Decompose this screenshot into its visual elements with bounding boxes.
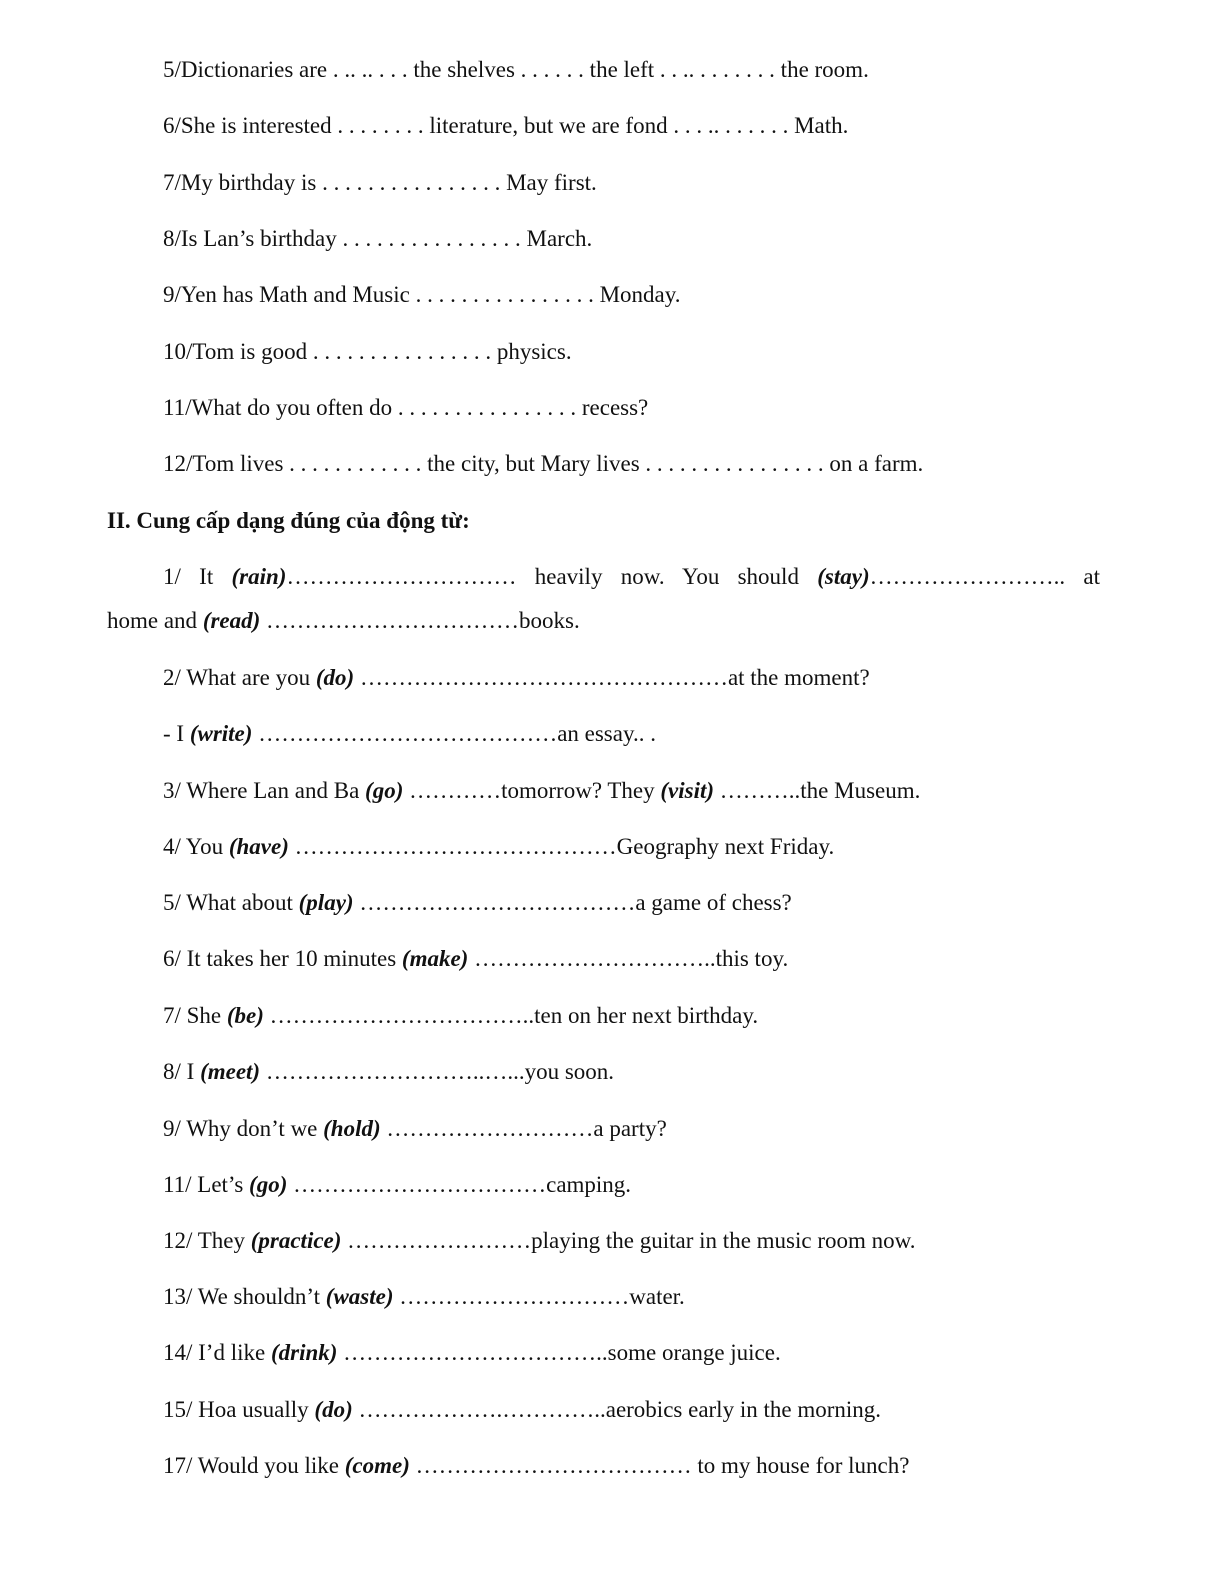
exercise-2-item xyxy=(163,1283,685,1311)
verb-prompt: (visit) xyxy=(660,778,715,803)
item-text: 4/ You xyxy=(163,834,229,859)
item-text: home and xyxy=(107,608,203,633)
item-text: ………………………a party? xyxy=(380,1116,667,1141)
exercise-2-item xyxy=(163,1115,667,1143)
item-text: ……………….…………..aerobics early in the morning. xyxy=(352,1397,882,1422)
item-text: 8/ I xyxy=(163,1059,201,1084)
exercise-2-item xyxy=(163,1002,758,1030)
item-text: 15/ Hoa usually xyxy=(163,1397,315,1422)
item-text: 14/ I’d like xyxy=(163,1340,271,1365)
item-text: My birthday is . . . . . . . . . . . . . . . . May first. xyxy=(180,170,597,195)
item-first-line xyxy=(107,563,1100,591)
item-text: …………………….. at xyxy=(869,564,1100,589)
item-text: She is interested . . . . . . . . literature, but we are fond . . . .. . . . . . . Math. xyxy=(180,113,849,138)
exercise-1-item xyxy=(163,394,648,422)
item-text: Tom lives . . . . . . . . . . . . the city, but Mary lives . . . . . . . . . . . . . . . . on a farm. xyxy=(192,451,924,476)
item-text: Yen has Math and Music . . . . . . . . . . . . . . . . Monday. xyxy=(180,282,681,307)
item-text: …………………………………an essay.. . xyxy=(252,721,656,746)
item-text: 11/ Let’s xyxy=(163,1172,250,1197)
item-text: 3/ Where Lan and Ba xyxy=(163,778,366,803)
exercise-1-item xyxy=(163,56,869,84)
exercise-2-item xyxy=(163,889,792,917)
verb-prompt: (do) xyxy=(314,1397,353,1422)
item-text: …………………………………………at the moment? xyxy=(354,665,870,690)
section-heading: II. Cung cấp dạng đúng của động từ: xyxy=(107,508,470,533)
exercise-2-item xyxy=(163,1171,631,1199)
exercise-2-item-continuation xyxy=(107,607,580,635)
item-text: Tom is good . . . . . . . . . . . . . . . . physics. xyxy=(192,339,572,364)
verb-prompt: (do) xyxy=(315,665,355,690)
item-text: ………………………………a game of chess? xyxy=(353,890,792,915)
exercise-2-item xyxy=(107,563,1100,591)
item-text: ……………………………..some orange juice. xyxy=(337,1340,781,1365)
item-text: ………..the Museum. xyxy=(714,778,921,803)
exercise-2-item xyxy=(163,945,788,973)
verb-prompt: (come) xyxy=(344,1453,410,1478)
item-text: 7/ She xyxy=(163,1003,227,1028)
verb-prompt: (play) xyxy=(298,890,354,915)
verb-prompt: (go) xyxy=(365,778,404,803)
item-text: 6/ It takes her 10 minutes xyxy=(163,946,402,971)
exercise-2-item xyxy=(163,833,834,861)
item-number: 12/ xyxy=(163,451,193,476)
verb-prompt: (make) xyxy=(401,946,469,971)
exercise-1-item xyxy=(163,450,923,478)
item-number: 10/ xyxy=(163,339,193,364)
item-text: 2/ What are you xyxy=(163,665,316,690)
verb-prompt: (rain) xyxy=(231,564,287,589)
verb-prompt: (hold) xyxy=(323,1116,381,1141)
exercise-1-item xyxy=(163,281,681,309)
verb-prompt: (have) xyxy=(228,834,289,859)
exercise-2-item xyxy=(163,1452,909,1480)
item-number: 8/ xyxy=(163,226,181,251)
verb-prompt: (meet) xyxy=(200,1059,261,1084)
item-text: ………………………..…...you soon. xyxy=(260,1059,615,1084)
verb-prompt: (read) xyxy=(202,608,261,633)
exercise-1-item xyxy=(163,112,848,140)
verb-prompt: (drink) xyxy=(270,1340,338,1365)
item-text: ………………………… heavily now. You should xyxy=(286,564,818,589)
item-text: - I xyxy=(163,721,190,746)
exercise-2-item xyxy=(163,720,656,748)
item-text: …………………………water. xyxy=(393,1284,685,1309)
item-text: 5/ What about xyxy=(163,890,299,915)
item-text: 13/ We shouldn’t xyxy=(163,1284,326,1309)
item-number: 7/ xyxy=(163,170,181,195)
exercise-2-item xyxy=(163,1396,881,1424)
verb-prompt: (practice) xyxy=(250,1228,342,1253)
item-number: 5/ xyxy=(163,57,181,82)
exercise-2-item xyxy=(163,777,920,805)
item-text: …………………………..this toy. xyxy=(468,946,789,971)
exercise-1-item xyxy=(163,225,592,253)
verb-prompt: (go) xyxy=(249,1172,288,1197)
item-text: What do you often do . . . . . . . . . . . . . . . . recess? xyxy=(191,395,649,420)
item-text: 12/ They xyxy=(163,1228,251,1253)
item-text: 9/ Why don’t we xyxy=(163,1116,324,1141)
item-number: 11/ xyxy=(163,395,192,420)
item-text: ……………………………camping. xyxy=(287,1172,632,1197)
item-text: ……………………playing the guitar in the music room now. xyxy=(341,1228,916,1253)
exercise-1-item xyxy=(163,338,572,366)
item-text: ……………………………………Geography next Friday. xyxy=(288,834,835,859)
item-text: Is Lan’s birthday . . . . . . . . . . . . . . . . March. xyxy=(180,226,593,251)
exercise-2-item xyxy=(163,1227,916,1255)
item-text: 17/ Would you like xyxy=(163,1453,345,1478)
item-text: Dictionaries are . .. .. . . . the shelves . . . . . . the left . . .. . . . . . . . the room. xyxy=(180,57,869,82)
exercise-2-item xyxy=(163,1058,614,1086)
verb-prompt: (be) xyxy=(226,1003,264,1028)
exercise-2-item xyxy=(163,664,870,692)
item-text: 1/ It xyxy=(163,564,232,589)
verb-prompt: (stay) xyxy=(817,564,870,589)
exercise-1-item xyxy=(163,169,597,197)
item-text: ……………………………… to my house for lunch? xyxy=(409,1453,910,1478)
item-text: …………tomorrow? They xyxy=(403,778,661,803)
verb-prompt: (waste) xyxy=(325,1284,394,1309)
item-number: 9/ xyxy=(163,282,181,307)
item-text: ……………………………..ten on her next birthday. xyxy=(263,1003,759,1028)
item-text: ……………………………books. xyxy=(260,608,580,633)
item-number: 6/ xyxy=(163,113,181,138)
verb-prompt: (write) xyxy=(189,721,253,746)
exercise-2-item xyxy=(163,1339,781,1367)
